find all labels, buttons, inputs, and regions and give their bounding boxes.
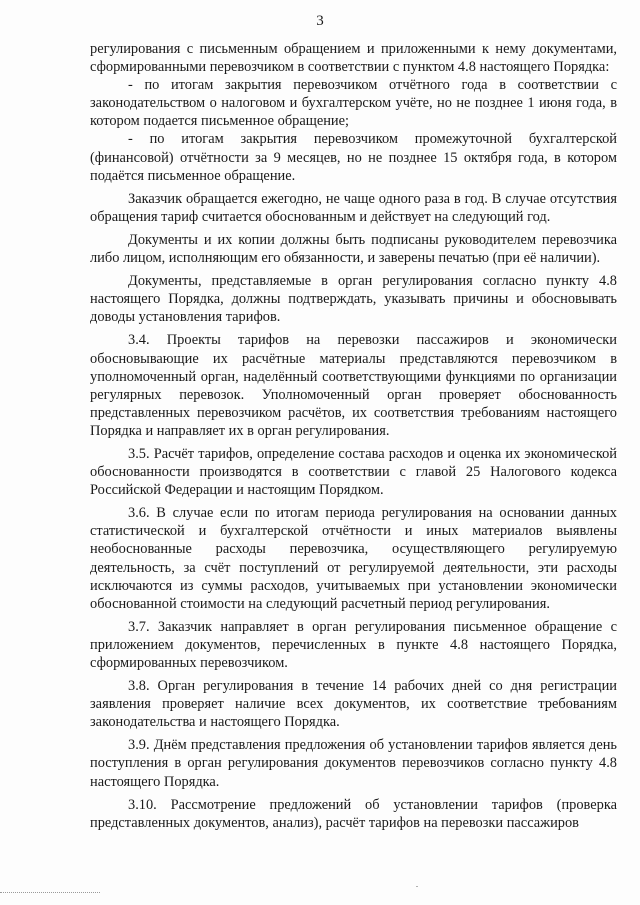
scan-speck: [416, 886, 418, 887]
page-number: 3: [316, 13, 324, 29]
paragraph-clause-3-10: 3.10. Рассмотрение предложений об установлении тарифов (проверка представленных документов, анализ), расчёт тарифов на перевозки пассажиров: [90, 796, 617, 831]
paragraph-signatures: Документы и их копии должны быть подписаны руководителем перевозчика либо лицом, исполняющим его обязанности, и заверены печатью (при её наличии).: [90, 231, 617, 267]
document-body: [90, 40, 617, 832]
paragraph-clause-3-9: 3.9. Днём представления предложения об установлении тарифов является день поступления в орган регулирования документов перевозчиков согласно пункту 4.8 настоящего Порядка.: [90, 737, 617, 790]
paragraph-list-item-nine-months: - по итогам закрытия перевозчиком промежуточной бухгалтерской (финансовой) отчётности за 9 месяцев, но не позднее 15 октября года, в котором подаётся письменное обращение.: [90, 131, 617, 184]
paragraph-clause-3-8: 3.8. Орган регулирования в течение 14 рабочих дней со дня регистрации заявления проверяет наличие всех документов, их соответствие требованиям законодательства и настоящего Порядка.: [90, 678, 617, 731]
paragraph-continuation: регулирования с письменным обращением и приложенными к нему документами, сформированными перевозчиком в соответствии с пунктом 4.8 настоящего Порядка:: [90, 41, 617, 76]
paragraph-clause-3-4: 3.4. Проекты тарифов на перевозки пассажиров и экономически обосновывающие их расчётные материалы представляются перевозчиком в уполномоченный орган, наделённый соответствующими функциями по организации регулярных перевозок. Уполномоченный орган проверяет обоснованность представленных перевозчиком расчётов, их соответствия требованиям настоящего Порядка и направляет их в орган регулирования.: [90, 332, 617, 439]
paragraph-customer-request: Заказчик обращается ежегодно, не чаще одного раза в год. В случае отсутствия обращения тариф считается обоснованным и действует на следующий год.: [90, 190, 617, 225]
scan-edge-mark: [0, 892, 100, 893]
paragraph-documents-submitted: Документы, представляемые в орган регулирования согласно пункту 4.8 настоящего Порядка, должны подтверждать, указывать причины и обосновывать доводы установления тарифов.: [90, 273, 617, 326]
paragraph-list-item-annual: - по итогам закрытия перевозчиком отчётного года в соответствии с законодательством о налоговом и бухгалтерском учёте, но не позднее 1 июня года, в котором подается письменное обращение;: [90, 77, 617, 130]
paragraph-clause-3-6: 3.6. В случае если по итогам периода регулирования на основании данных статистической и бухгалтерской отчётности и иных материалов выявлены необоснованные расходы перевозчика, осуществляющего регулируемую деятельность, за счёт поступлений от регулируемой деятельности, эти расходы исключаются из суммы расходов, учитываемых при установлении экономически обоснованной стоимости на следующий расчетный период регулирования.: [90, 505, 617, 612]
paragraph-clause-3-7: 3.7. Заказчик направляет в орган регулирования письменное обращение с приложением документов, перечисленных в пункте 4.8 настоящего Порядка, сформированных перевозчиком.: [90, 618, 617, 671]
paragraph-clause-3-5: 3.5. Расчёт тарифов, определение состава расходов и оценка их экономической обоснованности производятся в соответствии с главой 25 Налогового кодекса Российской Федерации и настоящим Порядком.: [90, 445, 617, 499]
